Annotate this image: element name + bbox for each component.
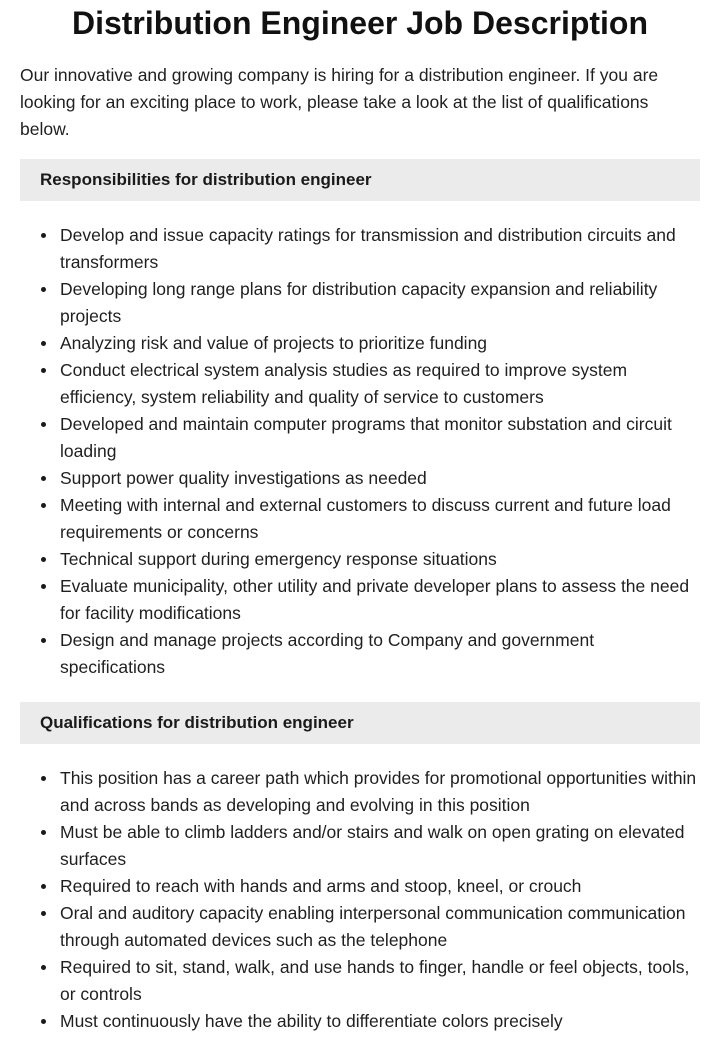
qualifications-list <box>20 765 700 1035</box>
intro-paragraph: Our innovative and growing company is hiring for a distribution engineer. If you are looking for an exciting place to work, please take a look at the list of qualifications below. <box>20 65 659 139</box>
list-item: Develop and issue capacity ratings for transmission and distribution circuits and transformers <box>60 222 700 276</box>
list-item: Evaluate municipality, other utility and private developer plans to assess the need for facility modifications <box>60 573 700 627</box>
list-item: Required to reach with hands and arms and stoop, kneel, or crouch <box>60 873 700 900</box>
qualifications-header: Qualifications for distribution engineer <box>20 702 700 744</box>
list-item: Developing long range plans for distribution capacity expansion and reliability projects <box>60 276 700 330</box>
list-item: Technical support during emergency response situations <box>60 546 700 573</box>
list-item: Must be able to climb ladders and/or stairs and walk on open grating on elevated surfaces <box>60 819 700 873</box>
responsibilities-header: Responsibilities for distribution engineer <box>20 159 700 201</box>
list-item: Developed and maintain computer programs that monitor substation and circuit loading <box>60 411 700 465</box>
list-item: Oral and auditory capacity enabling interpersonal communication communication through automated devices such as the telephone <box>60 900 700 954</box>
list-item: Support power quality investigations as needed <box>60 465 700 492</box>
list-item: Analyzing risk and value of projects to prioritize funding <box>60 330 700 357</box>
list-item: This position has a career path which provides for promotional opportunities within and across bands as developing and evolving in this position <box>60 765 700 819</box>
list-item: Must continuously have the ability to differentiate colors precisely <box>60 1008 700 1035</box>
list-item: Design and manage projects according to Company and government specifications <box>60 627 700 681</box>
list-item: Meeting with internal and external customers to discuss current and future load requirements or concerns <box>60 492 700 546</box>
responsibilities-list <box>20 222 700 681</box>
list-item: Conduct electrical system analysis studies as required to improve system efficiency, system reliability and quality of service to customers <box>60 357 700 411</box>
list-item: Required to sit, stand, walk, and use hands to finger, handle or feel objects, tools, or controls <box>60 954 700 1008</box>
page-title: Distribution Engineer Job Description <box>71 5 649 41</box>
